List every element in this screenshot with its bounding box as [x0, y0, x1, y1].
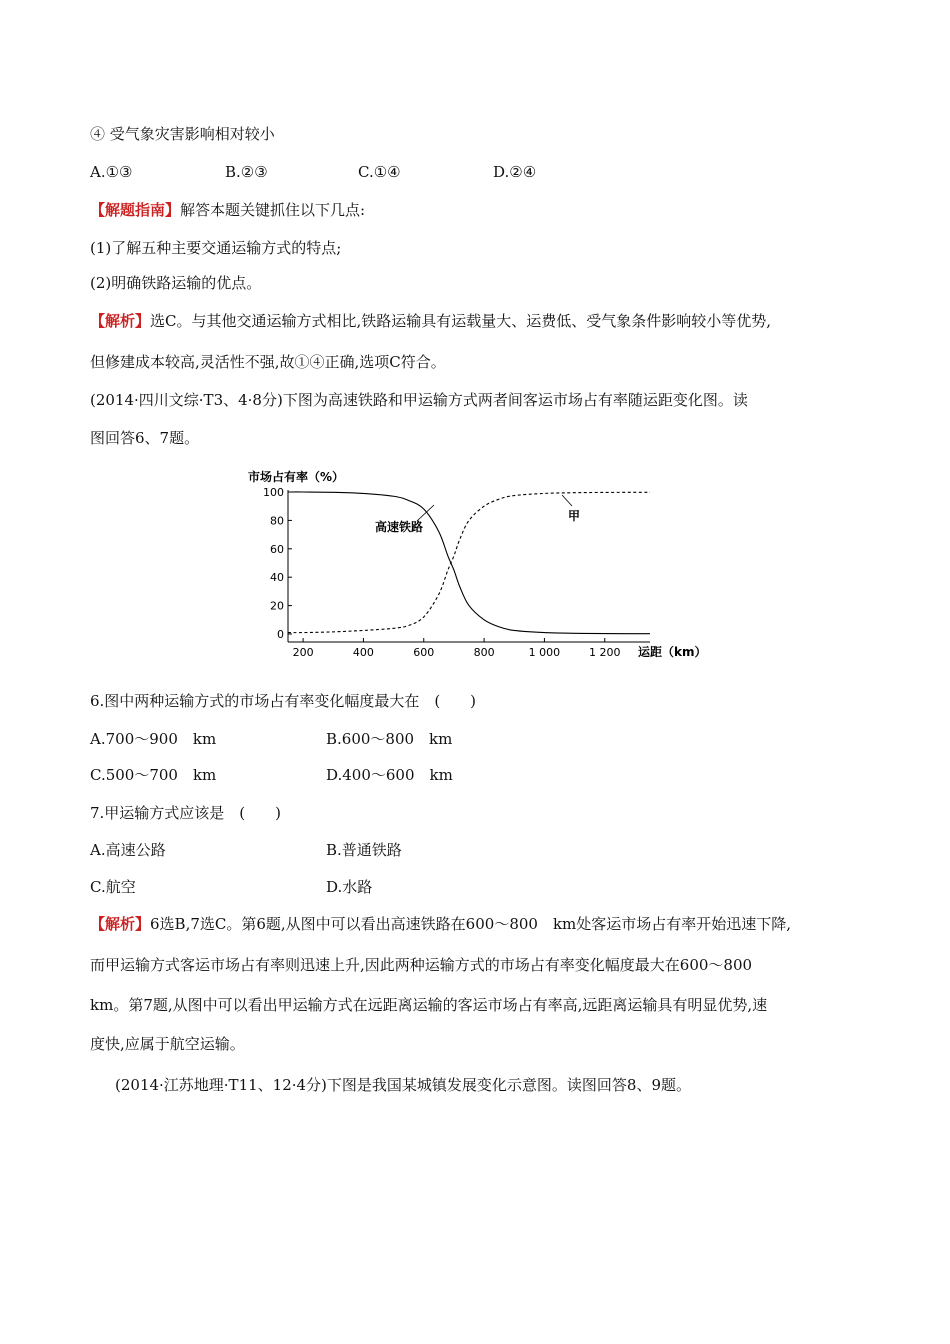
- x-axis-label: 运距（km）: [638, 645, 707, 659]
- q7-option-c: C.航空: [90, 878, 136, 896]
- guide-line: [90, 200, 365, 220]
- q5-option-a: A.①③: [90, 163, 133, 181]
- analysis1-line1: [90, 311, 771, 331]
- q7-option-d: D.水路: [326, 878, 373, 896]
- intro67-line2: 图回答6、7题。: [90, 429, 200, 447]
- q6-option-c: C.500～700 km: [90, 766, 217, 784]
- x-ticks: [293, 638, 621, 659]
- guide-tag: 【解题指南】: [90, 201, 181, 219]
- y-tick-label: 60: [270, 542, 284, 556]
- q5-item4: ④ 受气象灾害影响相对较小: [90, 125, 275, 143]
- q7-option-b: B.普通铁路: [326, 841, 402, 859]
- x-tick-label: 1 200: [589, 646, 621, 659]
- q5-option-d: D.②④: [493, 163, 537, 181]
- analysis2-line3: km。第7题,从图中可以看出甲运输方式在远距离运输的客运市场占有率高,远距离运输具有明显优势,速: [90, 996, 768, 1014]
- q5-option-b: B.②③: [225, 163, 268, 181]
- x-tick-label: 1 000: [528, 646, 561, 659]
- analysis2-tag: 【解析】: [90, 915, 151, 933]
- y-tick-label: 0: [277, 628, 284, 641]
- analysis1-tag: 【解析】: [90, 312, 151, 330]
- guide-point-2: (2)明确铁路运输的优点。: [90, 274, 262, 292]
- q5-option-c: C.①④: [358, 163, 401, 181]
- series-label-hsr: 高速铁路: [375, 520, 424, 534]
- x-tick-label: 400: [352, 646, 374, 659]
- y-tick-label: 40: [270, 571, 284, 585]
- y-tick-label: 100: [263, 486, 284, 499]
- analysis2-text1: 6选B,7选C。第6题,从图中可以看出高速铁路在600～800 km处客运市场占有率开始迅速下降,: [150, 915, 792, 933]
- analysis1-text1: 选C。与其他交通运输方式相比,铁路运输具有运载量大、运费低、受气象条件影响较小等优势,: [150, 312, 772, 330]
- q6-option-a: A.700～900 km: [90, 730, 217, 748]
- q7-stem: 7.甲运输方式应该是 ( ): [90, 804, 282, 822]
- x-tick-label: 200: [292, 646, 314, 659]
- market-share-chart: [240, 462, 720, 666]
- q6-option-d: D.400～600 km: [326, 766, 453, 784]
- guide-point-1: (1)了解五种主要交通运输方式的特点;: [90, 239, 342, 257]
- analysis2-line1: [90, 914, 791, 934]
- guide-text: 解答本题关键抓住以下几点:: [180, 201, 366, 219]
- analysis2-line4: 度快,应属于航空运输。: [90, 1035, 245, 1053]
- analysis1-line2: 但修建成本较高,灵活性不强,故①④正确,选项C符合。: [90, 353, 446, 371]
- y-axis-label: 市场占有率（%）: [248, 470, 345, 484]
- analysis2-line2: 而甲运输方式客运市场占有率则迅速上升,因此两种运输方式的市场占有率变化幅度最大在600～800: [90, 956, 753, 974]
- q6-stem: 6.图中两种运输方式的市场占有率变化幅度最大在 ( ): [90, 692, 477, 710]
- q7-option-a: A.高速公路: [90, 841, 166, 859]
- x-tick-label: 800: [473, 646, 495, 659]
- y-tick-label: 20: [270, 599, 284, 613]
- x-tick-label: 600: [413, 646, 435, 659]
- series-line-hsr: [288, 492, 650, 634]
- intro67-line1: (2014·四川文综·T3、4·8分)下图为高速铁路和甲运输方式两者间客运市场占有率随运距变化图。读: [90, 391, 748, 409]
- series-group: [288, 492, 650, 634]
- q6-option-b: B.600～800 km: [326, 730, 453, 748]
- intro89: (2014·江苏地理·T11、12·4分)下图是我国某城镇发展变化示意图。读图回答8、9题。: [115, 1076, 691, 1094]
- y-tick-label: 80: [270, 514, 284, 528]
- series-label-jia: 甲: [568, 509, 581, 523]
- series-line-jia: [288, 492, 650, 632]
- jia-leader-line: [562, 495, 572, 506]
